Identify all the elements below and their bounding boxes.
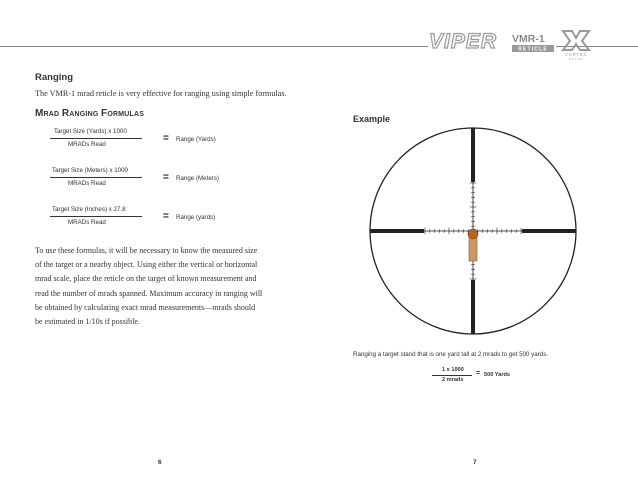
paragraph-line: read the number of mrads spanned. Maximum accuracy in ranging will xyxy=(35,288,263,298)
example-equals: = xyxy=(476,370,481,377)
formula-equals: = xyxy=(163,133,169,144)
reticle-bottom-post xyxy=(471,280,475,334)
example-numerator: 1 x 1000 xyxy=(442,367,464,373)
viper-sub-text: RETICLE xyxy=(518,46,548,53)
fraction-bar xyxy=(50,216,142,217)
formula-denominator: MRADs Read xyxy=(68,219,106,226)
formula-equals: = xyxy=(163,211,169,222)
example-caption: Ranging a target stand that is one yard tall at 2 mrads to get 500 yards. xyxy=(353,351,549,358)
example-result: 500 Yards xyxy=(484,372,511,378)
paragraph-line: be estimated in 1/10s if possible. xyxy=(35,317,140,327)
paragraph-line: of the target or a nearby object. Using either the vertical or horizontal xyxy=(35,260,258,270)
reticle-top-post xyxy=(471,128,475,182)
mrad-formulas-heading: MRAD RANGING FORMULAS xyxy=(35,108,145,119)
ranging-intro: The VMR-1 mrad reticle is very effective for ranging using simple formulas. xyxy=(35,89,287,98)
example-denominator: 2 mrads xyxy=(442,377,464,383)
vortex-logo xyxy=(558,25,594,61)
formula-yards xyxy=(50,128,250,162)
formula-numerator: Target Size (Meters) x 1000 xyxy=(52,167,128,174)
reticle-diagram xyxy=(368,126,578,336)
ranging-heading: Ranging xyxy=(35,72,73,83)
viper-model-text: VMR-1 xyxy=(512,33,545,45)
formula-meters xyxy=(50,167,250,201)
reticle-left-post xyxy=(370,229,424,233)
example-formula xyxy=(432,367,552,387)
fraction-bar xyxy=(432,375,472,376)
vortex-company-sub: OPTICS xyxy=(568,57,584,61)
paragraph-line: mrad scale, place the reticle on the target of known measurement and xyxy=(35,274,257,284)
example-heading: Example xyxy=(353,114,391,124)
instructions-paragraph xyxy=(35,244,335,329)
vortex-mark-icon xyxy=(563,31,589,50)
fraction-bar xyxy=(50,177,142,178)
formula-result: Range (yards) xyxy=(176,214,216,221)
formula-result: Range (Yards) xyxy=(176,136,216,143)
formula-denominator: MRADs Read xyxy=(68,141,106,148)
formula-result: Range (Meters) xyxy=(176,175,219,182)
formula-denominator: MRADs Read xyxy=(68,180,106,187)
header-rule xyxy=(0,46,428,47)
formula-equals: = xyxy=(163,172,169,183)
viper-brand-text: VIPER xyxy=(429,30,498,53)
formula-numerator: Target Size (Inches) x 27.8 xyxy=(52,206,126,213)
page-number-left: 6 xyxy=(158,459,162,466)
formula-inches xyxy=(50,206,250,240)
paragraph-line: To use these formulas, it will be necessary to know the measured size xyxy=(35,246,258,255)
viper-logo xyxy=(428,28,556,54)
target-head xyxy=(468,229,478,239)
paragraph-line: be obtained by calculating exact mrad measurements—mrads should xyxy=(35,302,256,312)
vortex-company-text: VORTEX xyxy=(565,52,587,57)
reticle-right-post xyxy=(522,229,576,233)
formula-numerator: Target Size (Yards) x 1000 xyxy=(54,128,127,135)
fraction-bar xyxy=(50,138,142,139)
page-number-right: 7 xyxy=(473,459,477,466)
